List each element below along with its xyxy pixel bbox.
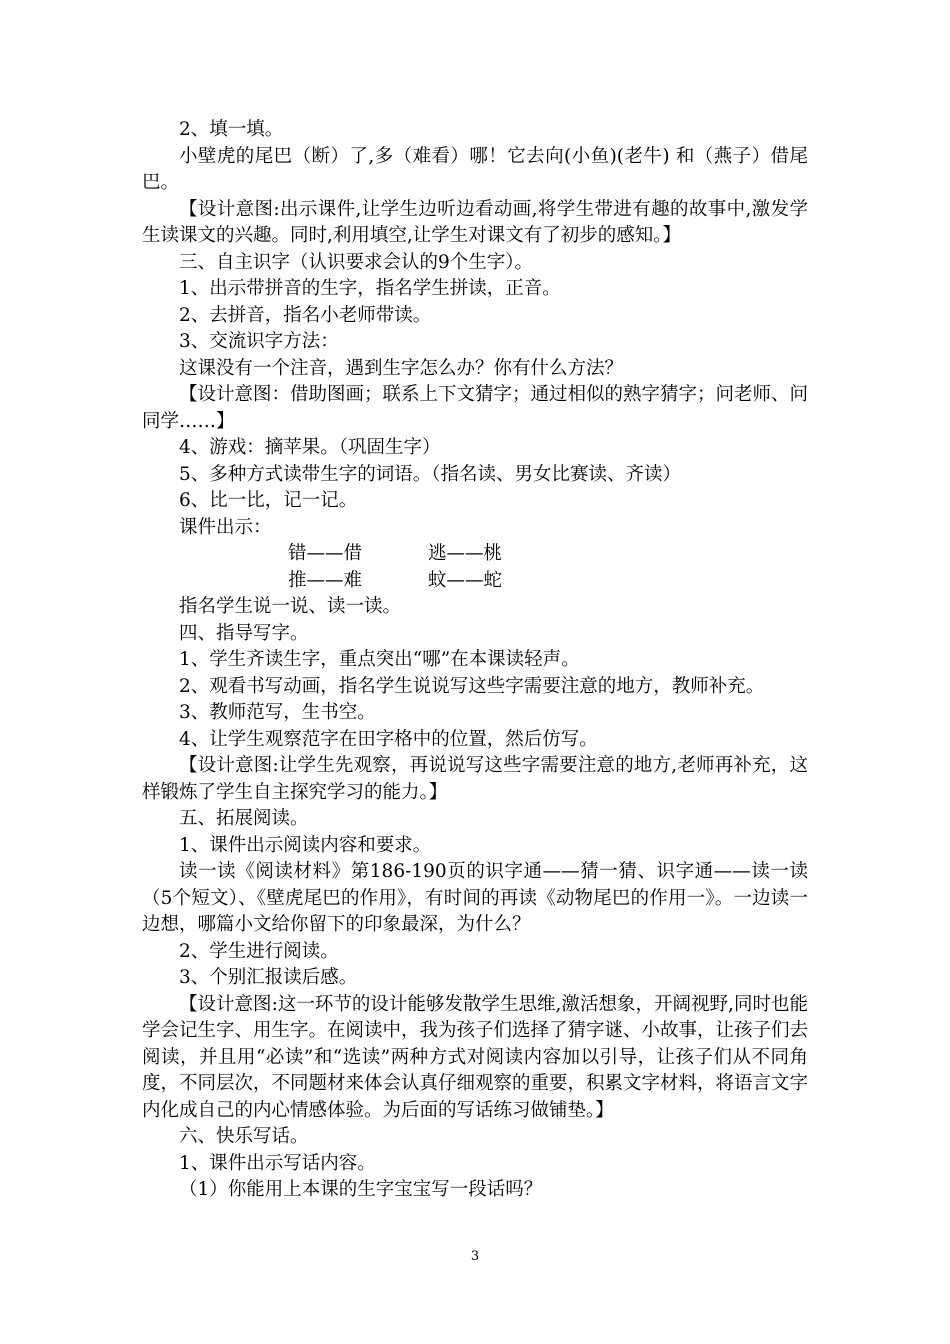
paragraph: 四、指导写字。: [179, 622, 309, 644]
paragraph: 6、比一比，记一记。: [179, 490, 358, 511]
paragraph: 课件出示：: [179, 516, 272, 538]
paragraph: 4、游戏：摘苹果。（巩固生字）: [179, 437, 441, 458]
paragraph: （1）你能用上本课的生字宝宝写一段话吗？: [179, 1179, 543, 1200]
paragraph: 3、交流识字方法：: [179, 331, 339, 352]
comparison-pair: 推——难: [288, 569, 363, 591]
paragraph: 1、课件出示阅读内容和要求。: [179, 834, 432, 856]
paragraph: 小壁虎的尾巴（断）了,多（难看）哪！它去向(小鱼)(老牛) 和（燕子）借尾巴。: [142, 145, 808, 193]
paragraph: 2、观看书写动画，指名学生说说写这些字需要注意的地方，教师补充。: [179, 675, 765, 697]
paragraph: 1、课件出示写话内容。: [179, 1152, 376, 1174]
paragraph: 【设计意图:这一环节的设计能够发散学生思维,激活想象，开阔视野,同时也能学会记生字、用生字。在阅读中，我为孩子们选择了猜字谜、小故事，让孩子们去阅读，并且用“必读”和“选读”两种方式对阅读内容加以引导，让孩子们从不同角度，不同层次，不同题材来体会认真仔细观察的重要，积累文字材料，将语言文字内化成自己的内心情感体验。为后面的写话练习做铺垫。】: [142, 993, 809, 1121]
comparison-row: [142, 541, 808, 568]
paragraph-group-1: [142, 117, 808, 541]
document-body: [142, 117, 808, 1204]
paragraph: 指名学生说一说、读一读。: [179, 596, 402, 617]
paragraph: 2、填一填。: [179, 119, 284, 140]
paragraph: 3、个别汇报读后感。: [179, 967, 358, 988]
paragraph: 五、拓展阅读。: [179, 808, 309, 829]
paragraph: 1、学生齐读生字，重点突出“哪”在本课读轻声。: [179, 649, 580, 670]
comparison-pair: 错——借: [288, 543, 363, 564]
paragraph: 【设计意图:让学生先观察，再说说写这些字需要注意的地方,老师再补充，这样锻炼了学生自主探究学习的能力。】: [142, 755, 808, 803]
paragraph: 3、教师范写，生书空。: [179, 702, 376, 723]
character-comparison-block: [142, 541, 808, 594]
paragraph: 读一读《阅读材料》第186-190页的识字通——猜一猜、识字通——读一读（5个短文）、《壁虎尾巴的作用》，有时间的再读《动物尾巴的作用一》。一边读一边想，哪篇小文给你留下的印象最深，为什么？: [142, 861, 808, 935]
paragraph: 三、自主识字（认识要求会认的9个生字）。: [179, 251, 534, 273]
page-number: 3: [470, 1249, 480, 1264]
paragraph: 【设计意图:出示课件,让学生边听边看动画,将学生带进有趣的故事中,激发学生读课文的兴趣。同时,利用填空,让学生对课文有了初步的感知。】: [142, 198, 808, 246]
paragraph: 4、让学生观察范字在田字格中的位置，然后仿写。: [179, 728, 598, 750]
comparison-pair: 逃——桃: [428, 543, 503, 564]
paragraph-group-2: [142, 594, 808, 1204]
comparison-row: [142, 568, 808, 595]
paragraph: 2、去拼音，指名小老师带读。: [179, 304, 432, 326]
paragraph: 5、多种方式读带生字的词语。（指名读、男女比赛读、齐读）: [179, 463, 682, 485]
paragraph: 2、学生进行阅读。: [179, 940, 339, 962]
paragraph: 【设计意图：借助图画；联系上下文猜字；通过相似的熟字猜字；问老师、问同学……】: [142, 384, 809, 432]
paragraph: 这课没有一个注音，遇到生字怎么办？你有什么方法？: [179, 357, 624, 379]
paragraph: 六、快乐写话。: [179, 1126, 309, 1147]
paragraph: 1、出示带拼音的生字，指名学生拼读，正音。: [179, 278, 561, 299]
comparison-pair: 蚊——蛇: [428, 569, 503, 591]
